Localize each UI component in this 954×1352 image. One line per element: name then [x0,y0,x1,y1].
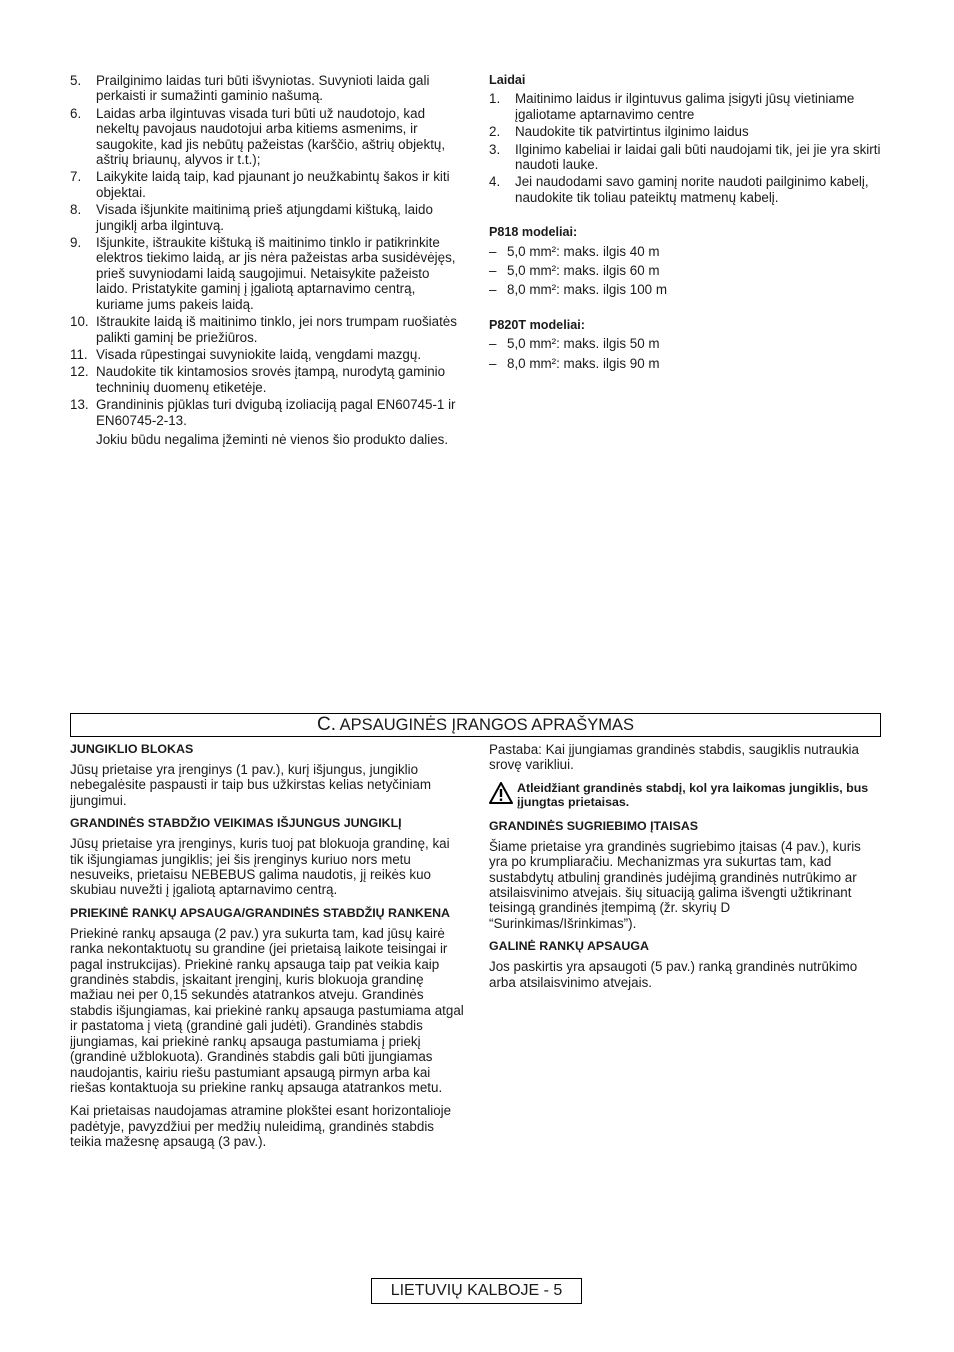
laidai-heading: Laidai [489,73,526,87]
warning-text: Atleidžiant grandinės stabdį, kol yra laikomas jungiklis, bus įjungtas prietaisas. [517,780,869,809]
galine-apsauga-heading: GALINĖ RANKŲ APSAUGA [489,939,649,954]
priekine-apsauga-text: Priekinė rankų apsauga (2 pav.) yra sukurta tam, kad jūsų kairė ranka nekontaktuotų su grandine (jei prietaisą laikote teisingai ir pagal instrukcijas). Priekinė rankų apsauga taip pat veikia kaip grandinės stabdis, įskaitant įrenginį, kuris blokuoja grandinę mažiau nei per 0,15 sekundės atatrankos atveju. Grandinės stabdis išjungiamas, kai priekinė rankų apsauga pastumiama atgal ir pastatoma į vietą (grandinė gali judėti). Grandinės stabdis įjungiamas, kai priekinė rankų apsauga pastumiama į priekį (grandinė užblokuota). Grandinės stabdis gali būti įjungiamas naudojantis, kairiu riešu pastumiant apsaugą pirmyn arba kai riešas kontaktuoja su priekine rankų apsauga atatrankos metu. [70,925,464,1095]
list-item: 2. Naudokite tik patvirtintus ilginimo laidus [489,124,749,140]
p818-heading: P818 modeliai: [489,225,578,240]
p820t-list [489,336,881,371]
grandines-stabdzio-text: Jūsų prietaise yra įrenginys, kuris tuoj pat blokuoja grandinę, kai tik išjungiamas jungiklis; jei šis įrenginys kuriuo nors metu nesuveiks, prietaisu NEBEBUS galima naudotis, jį reikės kuo skubiau nuvežti į įgaliotą aptarnavimo centrą. [70,836,450,898]
cable-safety-list [70,73,464,447]
section-c-left-column [70,742,464,1158]
section-title [70,713,881,737]
list-item-continuation: Jokiu būdu negalima įžeminti nė vienos šio produkto dalies. [96,431,449,447]
priekine-apsauga-text-2: Kai prietaisas naudojamas atramine plokštei esant horizontalioje padėtyje, pavyzdžiui per medžių nuleidimą, grandinės stabdis teikia mažesnę apsaugą (3 pav.). [70,1103,452,1150]
sugriebimo-text: Šiame prietaise yra grandinės sugriebimo įtaisas (4 pav.), kuris yra po krumpliaračiu. Mechanizmas yra sukurtas tam, kad sustabdytų atbulinį grandinės judėjimą grandinės nutrūkimo ar atsilaisvinimo atvejais. šių situaciją galima išvengti užtikrinant teisingą grandinės įtempimą (žr. skyrių D “Surinkimas/Išrinkimas”). [489,838,861,931]
warning-icon [489,782,513,804]
sugriebimo-heading: GRANDINĖS SUGRIEBIMO ĮTAISAS [489,818,699,833]
list-item: – 8,0 mm²: maks. ilgis 90 m [489,355,660,371]
list-item: – 5,0 mm²: maks. ilgis 50 m [489,336,660,352]
grandines-stabdzio-heading: GRANDINĖS STABDŽIO VEIKIMAS IŠJUNGUS JUNGIKLĮ [70,816,402,831]
laidai-list [489,91,881,205]
list-item: 3. Ilginimo kabeliai ir laidai gali būti naudojami tik, jei jie yra skirti naudoti lauke. [489,141,881,173]
list-item: 5. Prailginimo laidas turi būti išvyniotas. Suvynioti laida gali perkaisti ir sumažinti gaminio našumą. [70,73,430,104]
list-item: – 5,0 mm²: maks. ilgis 60 m [489,263,660,279]
note-text: Pastaba: Kai įjungiamas grandinės stabdis, saugiklis nutraukia srovę varikliui. [489,742,859,773]
section-c-right-column [489,742,881,998]
priekine-apsauga-heading: PRIEKINĖ RANKŲ APSAUGA/GRANDINĖS STABDŽIŲ RANKENA [70,905,450,920]
jungiklio-blokas-text: Jūsų prietaise yra įrenginys (1 pav.), kurį išjungus, jungiklio nebegalėsite paspausti ir taip bus užkirstas kelias netyčiniam įjungimui. [70,762,431,808]
list-item: 12. Naudokite tik kintamosios srovės įtampą, nurodytą gaminio techninių duomenų etiketėje. [70,364,446,395]
list-item: 1. Maitinimo laidus ir ilgintuvus galima įsigyti jūsų vietiniame įgaliotame aptarnavimo centre [489,91,855,122]
page-footer: LIETUVIŲ KALBOJE - 5 [371,1278,582,1304]
right-top-column [489,73,881,375]
list-item: 7. Laikykite laidą taip, kad pjaunant jo neužkabintų šakos ir kiti objektai. [70,169,450,200]
jungiklio-blokas-heading: JUNGIKLIO BLOKAS [70,742,194,756]
list-item: 4. Jei naudodami savo gaminį norite naudoti pailginimo kabelį, naudokite tik toliau pateiktų matmenų kabelį. [489,174,869,205]
section-letter: C. [316,714,336,735]
list-item: – 8,0 mm²: maks. ilgis 100 m [489,282,667,298]
warning-block [489,781,881,809]
galine-apsauga-text: Jos paskirtis yra apsaugoti (5 pav.) ranką grandinės nutrūkimo arba atsilaisvinimo atvejais. [489,959,858,990]
list-item: – 5,0 mm²: maks. ilgis 40 m [489,243,660,259]
p818-list [489,244,881,298]
p820t-heading: P820T modeliai: [489,317,585,332]
section-title-text: APSAUGINĖS ĮRANGOS APRAŠYMAS [339,716,635,734]
list-item: 11. Visada rūpestingai suvyniokite laidą, vengdami mazgų. [70,346,422,362]
list-item: 6. Laidas arba ilgintuvas visada turi būti už naudotojo, kad nekeltų pavojaus naudotojui arba kitiems asmenims, ir saugokite, kad jis nebūtų pažeistas (karščio, aštrių objektų, aštrių briaunų, alyvos ir t.t.); [70,105,446,168]
list-item: 8. Visada išjunkite maitinimą prieš atjungdami kištuką, laido jungiklį arba ilgintuvą. [70,202,433,233]
left-top-column [70,73,464,449]
list-item: 10. Ištraukite laidą iš maitinimo tinklo, jei nors trumpam ruošiatės palikti gaminį be priežiūros. [70,314,457,345]
list-item: 9. Išjunkite, ištraukite kištuką iš maitinimo tinklo ir patikrinkite elektros tiekimo laidą, ar jis nėra pažeistas arba susidėvėjęs, prieš suvyniodami laidą saugojimui. Netaisykite pažeisto laido. Pristatykite gaminį į įgaliotą aptarnavimo centrą, kuriame jums pakeis laidą. [70,235,456,312]
list-item: 13. Grandininis pjūklas turi dvigubą izoliaciją pagal EN60745-1 ir EN60745-2-13. [70,397,456,428]
